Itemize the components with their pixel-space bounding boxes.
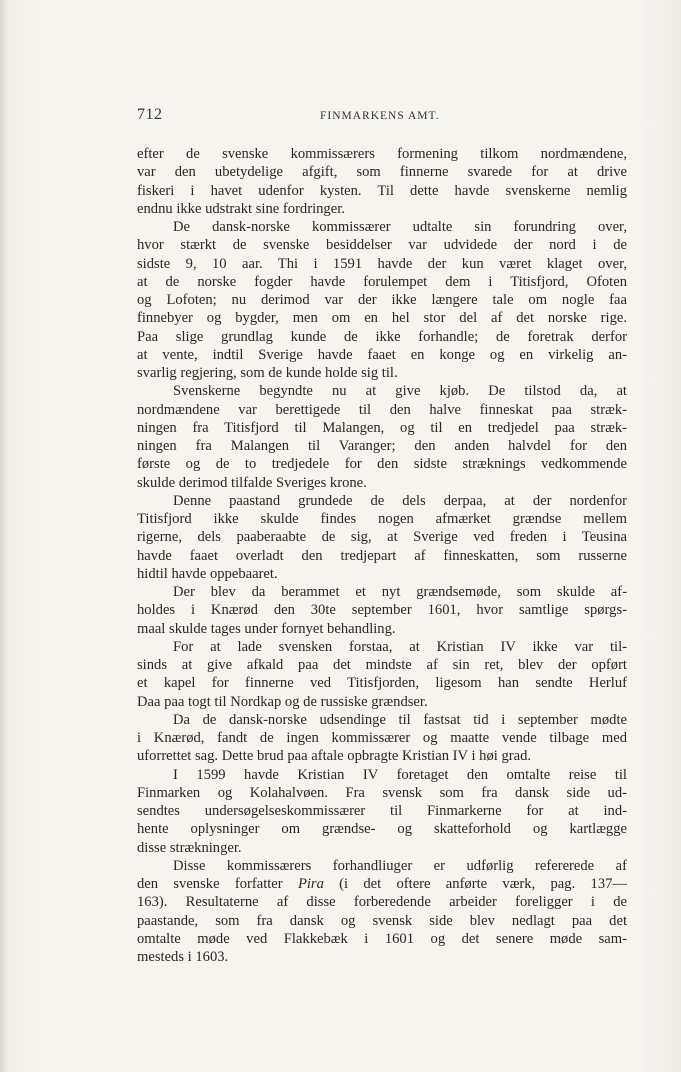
text-line: Disse kommissærers forhandliuger er udførlig refererede af	[173, 857, 627, 874]
text-line: hvor stærkt de svenske besiddelser var udvidede der nord i de	[137, 237, 627, 254]
text-line: Titisfjord ikke skulde findes nogen afmærket grændse mellem	[137, 511, 627, 527]
text-line: De dansk-norske kommissærer udtalte sin forundring over,	[173, 219, 627, 235]
text-line: paastande, som fra dansk og svensk side blev nedlagt paa det	[137, 912, 627, 929]
text-line: ningen fra Malangen til Varanger; den anden halvdel for den	[137, 438, 627, 454]
text-line: Finmarken og Kolahalvøen. Fra svensk som fra dansk side ud-	[137, 784, 627, 801]
text-line: den svenske forfatter Pira (i det oftere anførte værk, pag. 137—	[137, 876, 627, 892]
paragraph	[137, 583, 627, 638]
paragraph	[137, 857, 627, 967]
running-title: FINMARKENS AMT.	[320, 110, 440, 122]
paragraph	[137, 638, 627, 711]
text-line: svarlig regjering, som de kunde holde sig til.	[137, 365, 398, 381]
text-line: rigerne, dels paaberaabte de sig, at Sverige ved freden i Teusina	[137, 529, 627, 546]
text-line: maal skulde tages under fornyet behandling.	[137, 620, 396, 637]
text-line: sidste 9, 10 aar. Thi i 1591 havde der kun været klaget over,	[137, 255, 627, 272]
body-text	[137, 145, 627, 966]
text-line: Daa paa togt til Nordkap og de russiske grændser.	[137, 693, 428, 710]
text-line: at de norske fogder havde forulempet dem i Titisfjord, Ofoten	[137, 273, 627, 290]
text-line: hidtil havde oppebaaret.	[137, 565, 278, 582]
text-line: holdes i Knærød den 30te september 1601, hvor samtlige spørgs-	[137, 602, 627, 619]
text-line: sendtes undersøgelseskommissærer til Finmarkerne for at ind-	[137, 803, 627, 819]
text-line: For at lade svensken forstaa, at Kristian IV ikke var til-	[173, 638, 627, 655]
text-line: 163). Resultaterne af disse forberedende arbeider foreligger i de	[137, 894, 627, 911]
text-line: I 1599 havde Kristian IV foretaget den omtalte reise til	[173, 766, 627, 783]
text-line: skulde derimod tilfalde Sveriges krone.	[137, 474, 367, 491]
text-line: Paa slige grundlag kunde de ikke forhandle; de foretrak derfor	[137, 328, 627, 345]
text-line: var den ubetydelige afgift, som finnerne svarede for at drive	[137, 164, 627, 181]
paragraph	[137, 711, 627, 766]
text-line: første og de to tredjedele for den sidste stræknings vedkommende	[137, 456, 627, 473]
text-line: disse strækninger.	[137, 839, 242, 856]
text-line: havde faaet overladt den tredjepart af finneskatten, som russerne	[137, 547, 627, 564]
text-line: Svenskerne begyndte nu at give kjøb. De tilstod da, at	[173, 383, 627, 400]
page-header	[137, 106, 627, 130]
paragraph	[137, 382, 627, 492]
text-line: at vente, indtil Sverige havde faaet en konge og en virkelig an-	[137, 346, 627, 363]
paragraph	[137, 218, 627, 382]
text-line: mesteds i 1603.	[137, 949, 229, 965]
text-line: Der blev da berammet et nyt grændsemøde, som skulde af-	[173, 584, 627, 600]
text-line: endnu ikke udstrakt sine fordringer.	[137, 200, 345, 217]
paragraph	[137, 145, 627, 218]
text-line: omtalte møde ved Flakkebæk i 1601 og det senere møde sam-	[137, 930, 627, 947]
text-line: Da de dansk-norske udsendinge til fastsat tid i september mødte	[173, 711, 627, 728]
text-line: Denne paastand grundede de dels derpaa, at der nordenfor	[173, 492, 627, 509]
text-line: efter de svenske kommissærers formening tilkom nordmændene,	[137, 146, 627, 162]
text-line: uforrettet sag. Dette brud paa aftale opbragte Kristian IV i høi grad.	[137, 748, 532, 765]
author-name-italic: Pira	[297, 876, 324, 892]
text-line: et kapel for finnerne ved Titisfjorden, ligesom han sendte Herluf	[137, 675, 627, 692]
paragraph	[137, 766, 627, 857]
page-number: 712	[137, 106, 163, 123]
text-line: nordmændene var berettigede til den halve finneskat paa stræk-	[137, 401, 627, 418]
text-line: hente oplysninger om grændse- og skatteforhold og kartlægge	[137, 821, 627, 838]
page-edge-shadow	[0, 0, 8, 1072]
text-line: ningen fra Titisfjord til Malangen, og til en tredjedel paa stræk-	[137, 419, 627, 436]
text-line: i Knærød, fandt de ingen kommissærer og maatte vende tilbage med	[137, 730, 627, 746]
text-line: og Lofoten; nu derimod var der ikke længere tale om nogle faa	[137, 292, 627, 308]
text-line: finnebyer og bygder, men om en hel stor del af det norske rige.	[137, 310, 627, 327]
text-line: sinds at give afkald paa det mindste af sin ret, blev der opført	[137, 657, 627, 673]
paragraph	[137, 492, 627, 583]
text-line: fiskeri i havet udenfor kysten. Til dette havde svenskerne nemlig	[137, 182, 627, 199]
